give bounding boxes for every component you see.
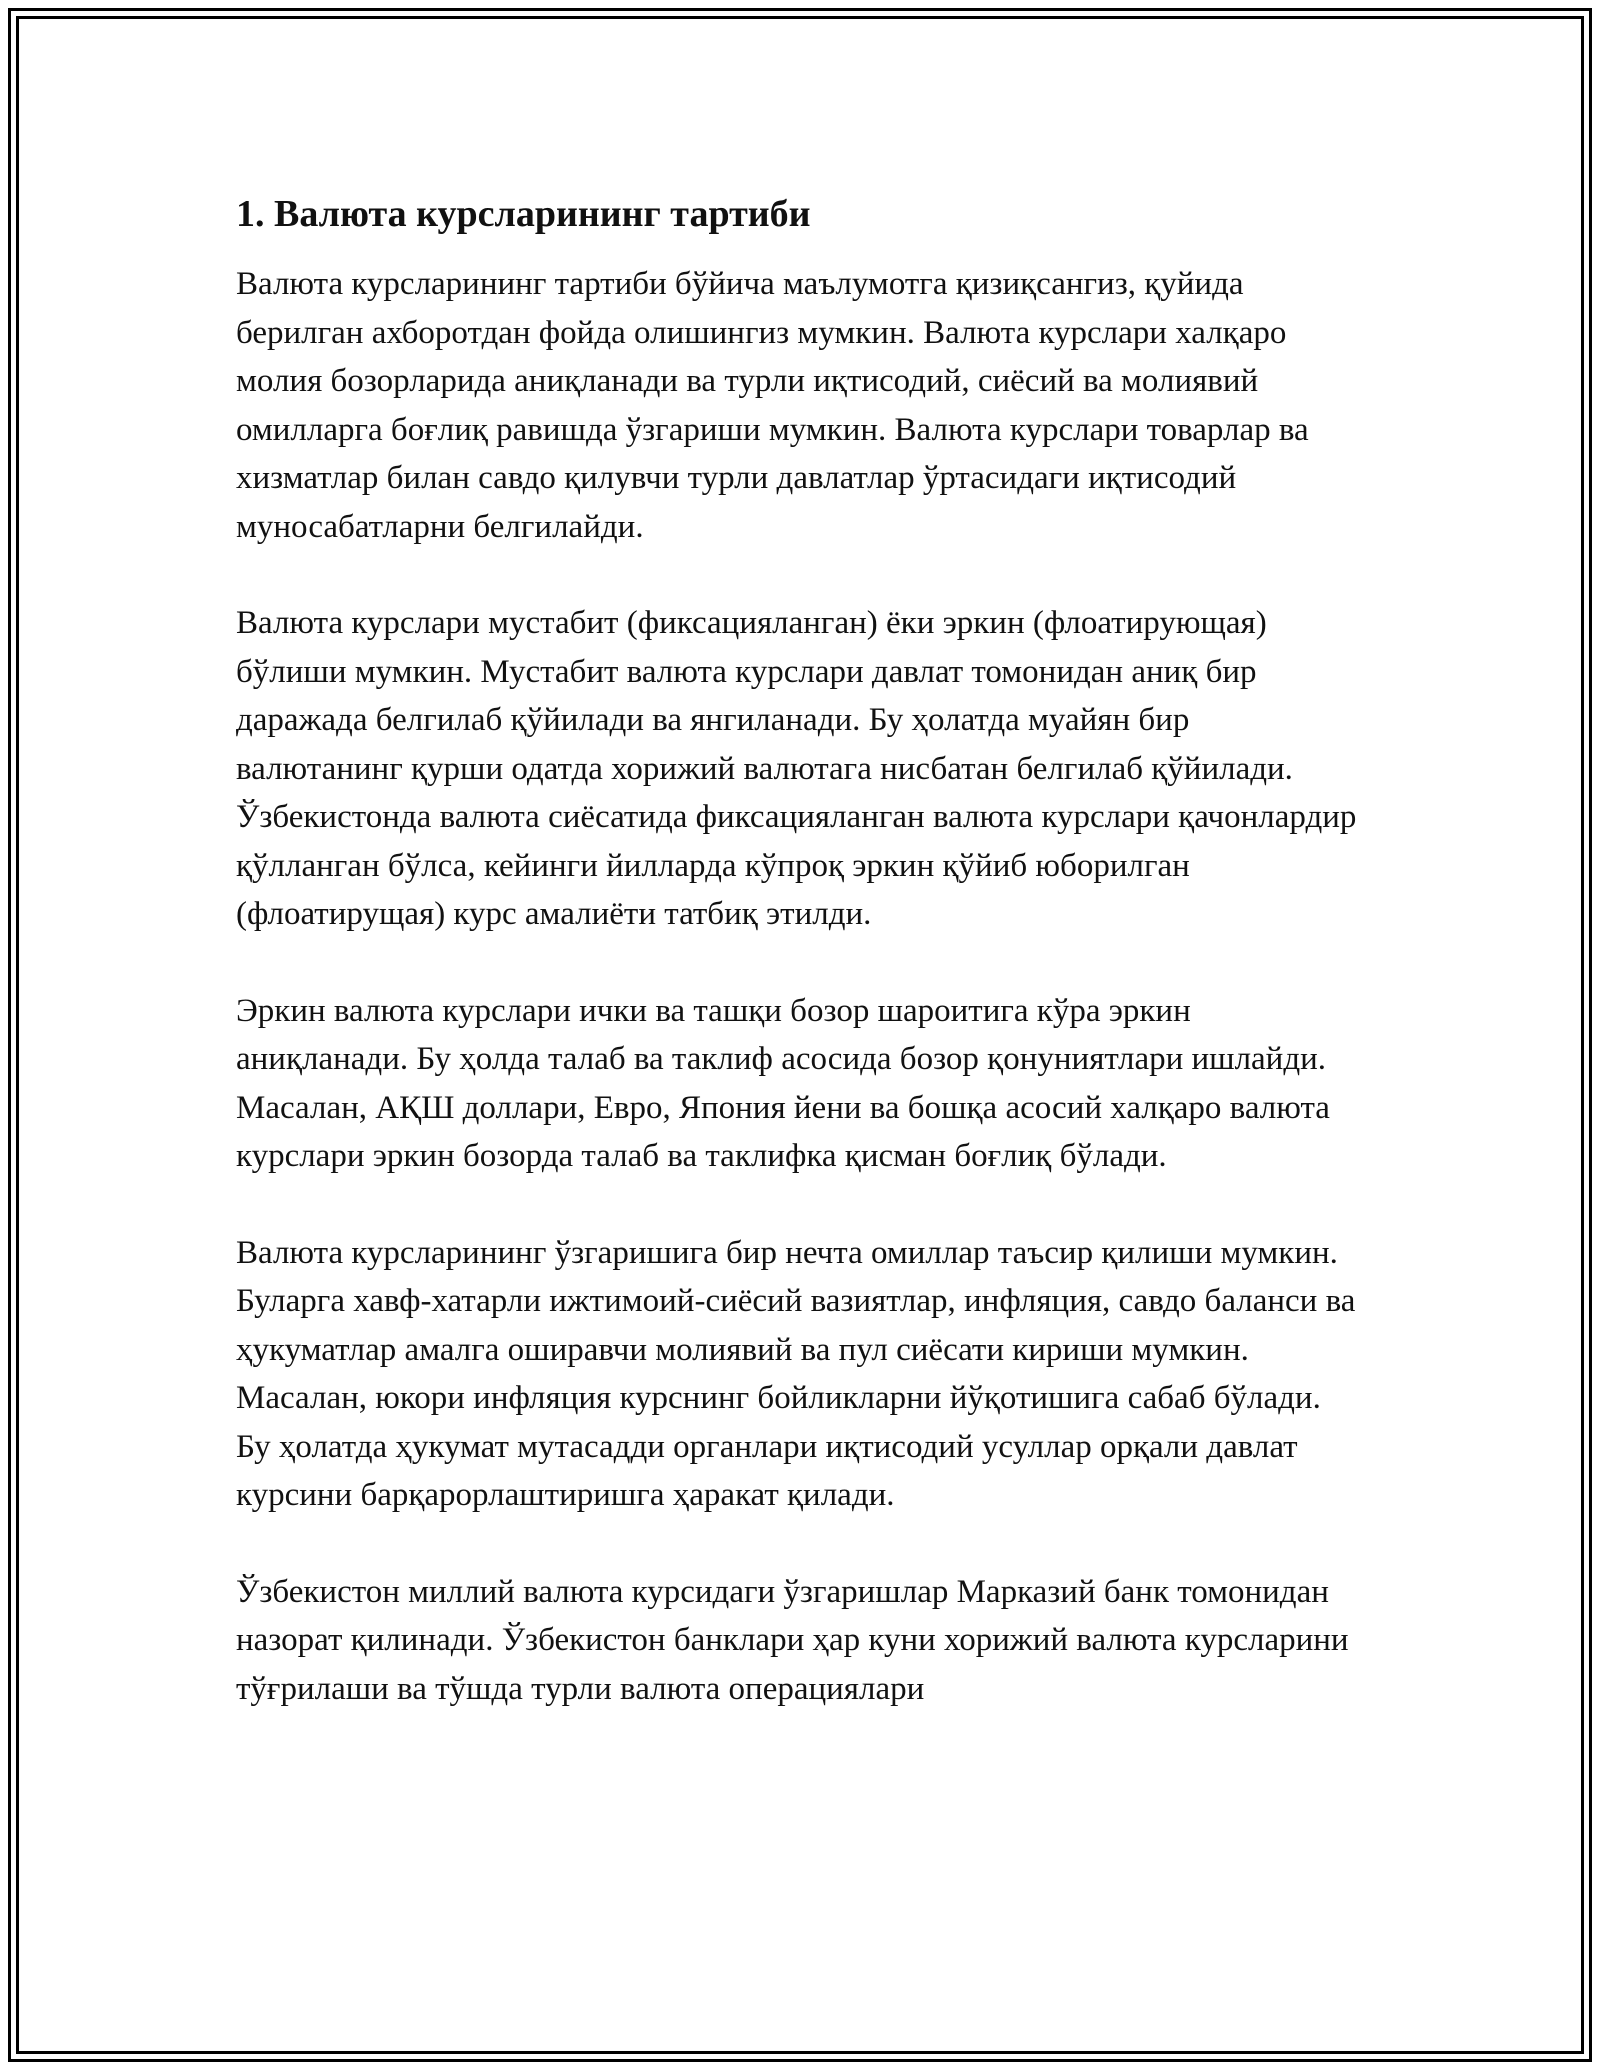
paragraph-factors: Валюта курсларининг ўзгаришига бир нечта омиллар таъсир қилиши мумкин. Буларга хавф-хатарли ижтимоий-сиёсий вазиятлар, инфляция, савдо баланси ва ҳукуматлар амалга оширавчи молиявий ва пул сиёсати кириши мумкин. Масалан, юкори инфляция курснинг бойликларни йўқотишига сабаб бўлади. Бу ҳолатда ҳукумат мутасадди органлари иқтисодий усуллар орқали давлат курсини барқарорлаштиришга ҳаракат қилади. — [236, 1234, 1356, 1513]
paragraph-intro: Валюта курсларининг тартиби бўйича маълумотга қизиқсангиз, қуйида берилган ахборотдан фойда олишингиз мумкин. Валюта курслари халқаро молия бозорларида аниқланади ва турли иқтисодий, сиёсий ва молиявий омилларга боғлиқ равишда ўзгариши мумкин. Валюта курслари товарлар ва хизматлар билан савдо қилувчи турли давлатлар ўртасидаги иқтисодий муносабатларни белгилайди. — [236, 266, 1309, 545]
paragraph-central-bank: Ўзбекистон миллий валюта курсидаги ўзгаришлар Марказий банк томонидан назорат қилинади. Ўзбекистон банклари ҳар куни хорижий валюта курсларини тўғрилаши ва тўшда турли валюта операциялари — [236, 1573, 1349, 1707]
paragraph-free-rates: Эркин валюта курслари ички ва ташқи бозор шароитига кўра эркин аниқланади. Бу ҳолда талаб ва таклиф асосида бозор қонуниятлари ишлайди. Масалан, АҚШ доллари, Евро, Япония йени ва бошқа асосий халқаро валюта курслари эркин бозорда талаб ва таклифка қисман боғлиқ бўлади. — [236, 992, 1330, 1174]
paragraph-fixed-floating: Валюта курслари мустабит (фиксацияланган) ёки эркин (флоатирующая) бўлиши мумкин. Мустабит валюта курслари давлат томонидан аниқ бир даражада белгилаб қўйилади ва янгиланади. Бу ҳолатда муайян бир валютанинг қурши одатда хорижий валютага нисбатан белгилаб қўйилади. Ўзбекистонда валюта сиёсатида фиксацияланган валюта курслари қачонлардир қўлланган бўлса, кейинги йилларда кўпроқ эркин қўйиб юборилган (флоатирущая) курс амалиёти татбиқ этилди. — [236, 605, 1357, 932]
section-heading: 1. Валюта курсларининг тартиби — [236, 193, 811, 235]
document-body — [236, 190, 1360, 1761]
